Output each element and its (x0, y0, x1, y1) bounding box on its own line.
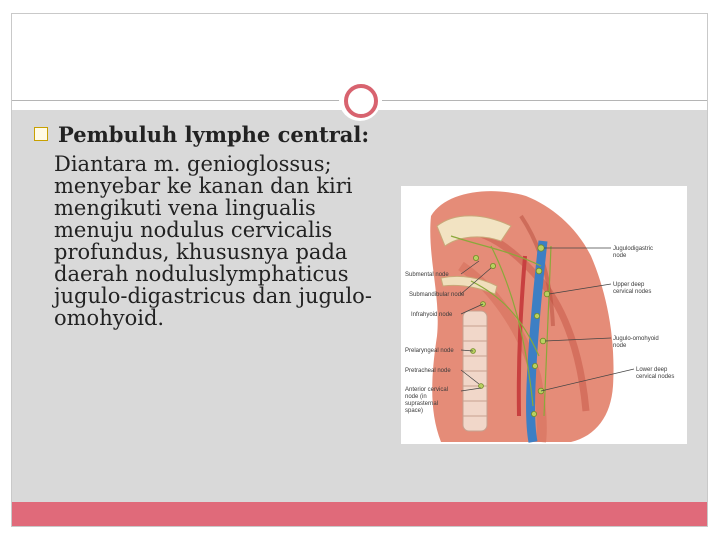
label-submental-node: Submental node (405, 272, 449, 278)
label-jugulodigastric-node: Jugulodigastric node (613, 246, 654, 259)
label-pretracheal-node: Pretracheal node (405, 368, 451, 374)
lymph-node-figure (401, 186, 687, 444)
circle-ring-icon (344, 84, 378, 118)
label-submandibular-node: Submandibular node (409, 292, 465, 298)
label-prelaryngeal-node: Prelaryngeal node (405, 348, 454, 354)
slide-text (34, 124, 379, 329)
label-anterior-cervical-node: Anterior cervical node (in suprasternal space) (405, 387, 449, 414)
slide-body-text: Diantara m. genioglossus; menyebar ke kanan dan kiri mengikuti vena lingualis menuju nodulus cervicalis profundus, khususnya pada daerah noduluslymphaticus jugulo-digastricus dan jugulo-omohyoid. (54, 152, 372, 330)
neck-anatomy-illustration (401, 186, 687, 444)
slide-heading (34, 124, 379, 146)
slide-heading-text: Pembuluh lymphe central: (58, 122, 370, 147)
label-lower-deep-cervical-nodes: Lower deep cervical nodes (636, 367, 675, 380)
bullet-icon (34, 127, 48, 141)
header-rule-right (382, 100, 707, 101)
header-rule-left (12, 100, 340, 101)
label-jugulo-omohyoid-node: Jugulo-omohyoid node (613, 336, 659, 349)
label-infrahyoid-node: Infrahyoid node (411, 312, 453, 318)
footer-accent-bar (12, 502, 707, 526)
label-upper-deep-cervical-nodes: Upper deep cervical nodes (613, 282, 652, 295)
